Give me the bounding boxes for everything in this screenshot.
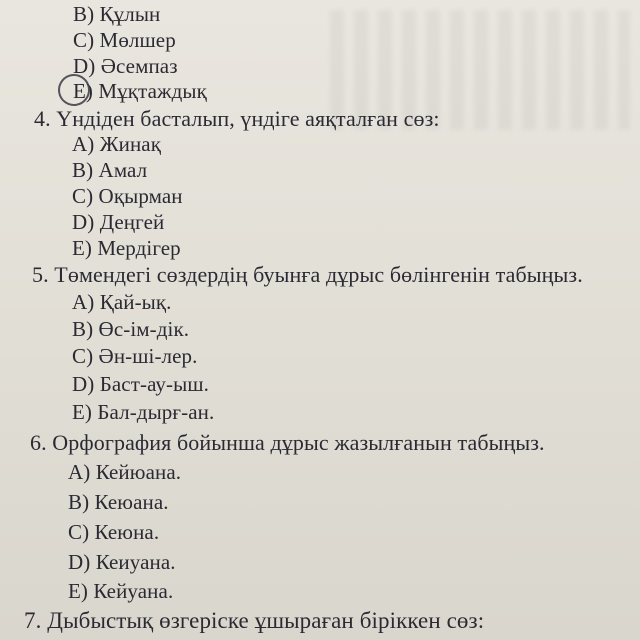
q6-option-c: C) Кеюна. [68, 520, 160, 544]
q5-option-e: E) Бал-дырғ-ан. [72, 400, 215, 424]
q5-option-a: A) Қай-ық. [72, 290, 172, 314]
q6-title: 6. Орфография бойынша дұрыс жазылғанын табыңыз. [30, 430, 545, 455]
q6-option-a: A) Кейюана. [68, 460, 182, 484]
q3-option-e: E) Мұқтаждық [73, 79, 207, 103]
q6-option-e: E) Кейуана. [68, 579, 174, 603]
q4-option-e: E) Мердігер [72, 236, 181, 260]
q4-option-a: A) Жинақ [72, 132, 162, 156]
q3-option-b: B) Құлын [73, 2, 161, 26]
q6-option-d: D) Кеиуана. [68, 550, 176, 574]
q4-title: 4. Үндіден басталып, үндіге аяқталған сөз: [34, 106, 440, 131]
q4-option-c: C) Оқырман [72, 184, 183, 208]
q5-option-d: D) Баст-ау-ыш. [72, 372, 209, 396]
q5-title: 5. Төмендегі сөздердің буынға дұрыс бөлінгенін табыңыз. [32, 262, 583, 287]
q3-option-c: C) Мөлшер [73, 28, 176, 52]
q4-option-b: B) Амал [72, 158, 148, 182]
q6-option-b: B) Кеюана. [68, 490, 169, 514]
q4-option-d: D) Деңгей [72, 210, 165, 234]
q3-option-d: D) Әсемпаз [73, 54, 178, 78]
q5-option-b: B) Өс-ім-дік. [72, 317, 190, 341]
q5-option-c: C) Ән-ші-лер. [72, 344, 198, 368]
q7-title: 7. Дыбыстық өзгеріске ұшыраған біріккен сөз: [24, 608, 485, 633]
